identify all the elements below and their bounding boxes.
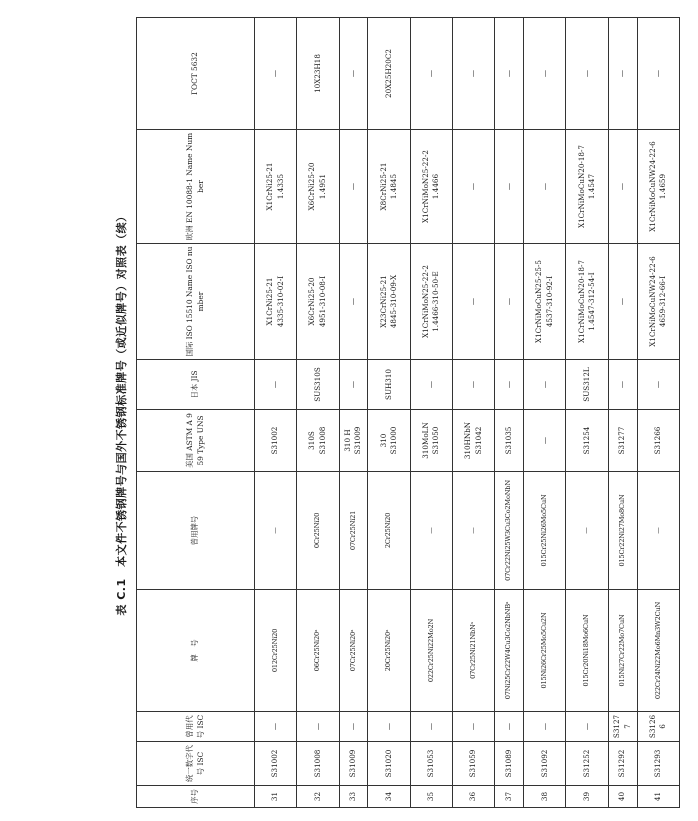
header-iso: 国际 ISO 15510 Name ISO number	[137, 244, 255, 360]
cell-isc: S31092	[524, 742, 566, 786]
cell-grade: 012Cr25Ni20	[255, 590, 297, 712]
cell-ru: —	[339, 18, 368, 130]
cell-us: S31002	[255, 410, 297, 472]
cell-seq: 36	[452, 786, 494, 808]
cell-isc: S31292	[608, 742, 637, 786]
cell-seq: 34	[368, 786, 410, 808]
table-row	[608, 18, 637, 808]
header-seq: 序号	[137, 786, 255, 808]
cell-old-isc: —	[255, 712, 297, 742]
grade-comparison-table	[136, 17, 680, 808]
cell-us: 310HNbN S31042	[452, 410, 494, 472]
cell-grade: 015Ni27Cr22Mo7CuN	[608, 590, 637, 712]
cell-old-grade: 015Cr25Ni26Mo5CuN	[524, 472, 566, 590]
cell-ru: —	[495, 18, 524, 130]
cell-grade: 20Cr25Ni20ᵃ	[368, 590, 410, 712]
cell-grade: 022Cr25Ni22Mo2N	[410, 590, 452, 712]
cell-jp: —	[339, 360, 368, 410]
cell-ru: —	[255, 18, 297, 130]
cell-old-isc: —	[452, 712, 494, 742]
cell-old-isc: S31277	[608, 712, 637, 742]
cell-jp: —	[410, 360, 452, 410]
cell-eu: —	[608, 130, 637, 244]
cell-ru: —	[566, 18, 608, 130]
cell-seq: 38	[524, 786, 566, 808]
cell-jp: —	[255, 360, 297, 410]
cell-isc: S31089	[495, 742, 524, 786]
cell-iso: X1CrNi25-21 4335-310-02-I	[255, 244, 297, 360]
header-ru: ГОСТ 5632	[137, 18, 255, 130]
cell-old-grade: —	[410, 472, 452, 590]
cell-seq: 31	[255, 786, 297, 808]
header-row	[137, 18, 255, 808]
cell-grade: 07Cr25Ni21NbNᵃ	[452, 590, 494, 712]
cell-jp: SUS312L	[566, 360, 608, 410]
cell-jp: —	[608, 360, 637, 410]
cell-jp: —	[637, 360, 679, 410]
cell-jp: —	[495, 360, 524, 410]
table-body	[255, 18, 680, 808]
cell-old-grade: —	[566, 472, 608, 590]
cell-old-grade: 015Cr22Ni27Mo8CuN	[608, 472, 637, 590]
cell-seq: 41	[637, 786, 679, 808]
cell-us: 310 S31000	[368, 410, 410, 472]
cell-isc: S31252	[566, 742, 608, 786]
cell-seq: 32	[297, 786, 339, 808]
cell-jp: —	[524, 360, 566, 410]
cell-old-isc: —	[368, 712, 410, 742]
table-caption: 表 C.1 本文件不锈钢牌号与国外不锈钢标准牌号（或近似牌号）对照表（续）	[115, 210, 128, 616]
cell-grade: 07Cr25Ni20ᵃ	[339, 590, 368, 712]
cell-iso: —	[339, 244, 368, 360]
cell-seq: 35	[410, 786, 452, 808]
header-grade: 牌 号	[137, 590, 255, 712]
cell-us: S31266	[637, 410, 679, 472]
table-row	[637, 18, 679, 808]
cell-seq: 40	[608, 786, 637, 808]
cell-old-grade: 07Cr25Ni21	[339, 472, 368, 590]
cell-ru: —	[452, 18, 494, 130]
header-old-grade: 曾用牌号	[137, 472, 255, 590]
cell-old-isc: —	[339, 712, 368, 742]
cell-iso: X6CrNi25-20 4951-310-08-I	[297, 244, 339, 360]
cell-iso: —	[608, 244, 637, 360]
cell-eu: X1CrNi25-21 1.4335	[255, 130, 297, 244]
header-eu: 欧洲 EN 10088-1 Name Number	[137, 130, 255, 244]
cell-seq: 39	[566, 786, 608, 808]
cell-isc: S31009	[339, 742, 368, 786]
cell-old-grade: —	[452, 472, 494, 590]
cell-ru: 20X25H20C2	[368, 18, 410, 130]
cell-ru: —	[637, 18, 679, 130]
table-wrapper	[136, 18, 680, 808]
cell-isc: S31008	[297, 742, 339, 786]
cell-us: S31277	[608, 410, 637, 472]
cell-us: 310 H S31009	[339, 410, 368, 472]
cell-iso: X1CrNiMoCuN25-25-5 4537-310-92-I	[524, 244, 566, 360]
cell-old-isc: S31266	[637, 712, 679, 742]
cell-iso: X1CrNiMoCuN20-18-7 1.4547-312-54-I	[566, 244, 608, 360]
cell-seq: 37	[495, 786, 524, 808]
cell-old-grade: 2Cr25Ni20	[368, 472, 410, 590]
cell-eu: X8CrNi25-21 1.4845	[368, 130, 410, 244]
cell-ru: —	[608, 18, 637, 130]
cell-us: 310S S31008	[297, 410, 339, 472]
cell-us: S31035	[495, 410, 524, 472]
cell-ru: 10X23H18	[297, 18, 339, 130]
table-row	[524, 18, 566, 808]
table-row	[495, 18, 524, 808]
cell-old-grade: —	[637, 472, 679, 590]
cell-iso: X1CrNiMoN25-22-2 1.4466-310-50-E	[410, 244, 452, 360]
cell-us: S31254	[566, 410, 608, 472]
cell-eu: —	[524, 130, 566, 244]
table-row	[297, 18, 339, 808]
cell-isc: S31059	[452, 742, 494, 786]
cell-old-grade: —	[255, 472, 297, 590]
cell-old-isc: —	[297, 712, 339, 742]
cell-eu: —	[495, 130, 524, 244]
table-row	[410, 18, 452, 808]
cell-grade: 015Ni26Cr25Mo5Cu2N	[524, 590, 566, 712]
cell-isc: S31053	[410, 742, 452, 786]
table-row	[566, 18, 608, 808]
cell-isc: S31293	[637, 742, 679, 786]
cell-eu: —	[452, 130, 494, 244]
cell-seq: 33	[339, 786, 368, 808]
cell-isc: S31002	[255, 742, 297, 786]
header-us: 美国 ASTM A 959 Type UNS	[137, 410, 255, 472]
cell-ru: —	[410, 18, 452, 130]
cell-grade: 022Cr24Ni22Mo6Mn3W2CuN	[637, 590, 679, 712]
header-isc: 统一数字代号 ISC	[137, 742, 255, 786]
cell-grade: 07Ni25Cr22W4Cu3Co2NbNBᵃ	[495, 590, 524, 712]
cell-eu: X1CrNiMoCuNW24-22-6 1.4659	[637, 130, 679, 244]
cell-iso: —	[495, 244, 524, 360]
cell-ru: —	[524, 18, 566, 130]
cell-us: 310MoLN S31050	[410, 410, 452, 472]
table-row	[452, 18, 494, 808]
cell-eu: X1CrNiMoCuN20-18-7 1.4547	[566, 130, 608, 244]
cell-grade: 015Cr20Ni18Mo6CuN	[566, 590, 608, 712]
cell-eu: X6CrNi25-20 1.4951	[297, 130, 339, 244]
table-row	[255, 18, 297, 808]
cell-jp: SUS310S	[297, 360, 339, 410]
cell-grade: 06Cr25Ni20ᵃ	[297, 590, 339, 712]
table-row	[368, 18, 410, 808]
rotated-table-block	[110, 18, 680, 808]
cell-jp: —	[452, 360, 494, 410]
cell-old-grade: 07Cr22Ni25W3Cu3Co2MoNbN	[495, 472, 524, 590]
cell-iso: X1CrNiMoCuNW24-22-6 4659-312-66-I	[637, 244, 679, 360]
cell-old-isc: —	[495, 712, 524, 742]
cell-iso: X23CrNi25-21 4845-310-09-X	[368, 244, 410, 360]
cell-eu: X1CrNiMoN25-22-2 1.4466	[410, 130, 452, 244]
cell-us: —	[524, 410, 566, 472]
table-row	[339, 18, 368, 808]
cell-isc: S31020	[368, 742, 410, 786]
cell-jp: SUH310	[368, 360, 410, 410]
header-jp: 日本 JIS	[137, 360, 255, 410]
header-old-isc: 曾用代号 ISC	[137, 712, 255, 742]
cell-old-isc: —	[410, 712, 452, 742]
cell-eu: —	[339, 130, 368, 244]
cell-old-grade: 0Cr25Ni20	[297, 472, 339, 590]
cell-old-isc: —	[566, 712, 608, 742]
cell-old-isc: —	[524, 712, 566, 742]
cell-iso: —	[452, 244, 494, 360]
